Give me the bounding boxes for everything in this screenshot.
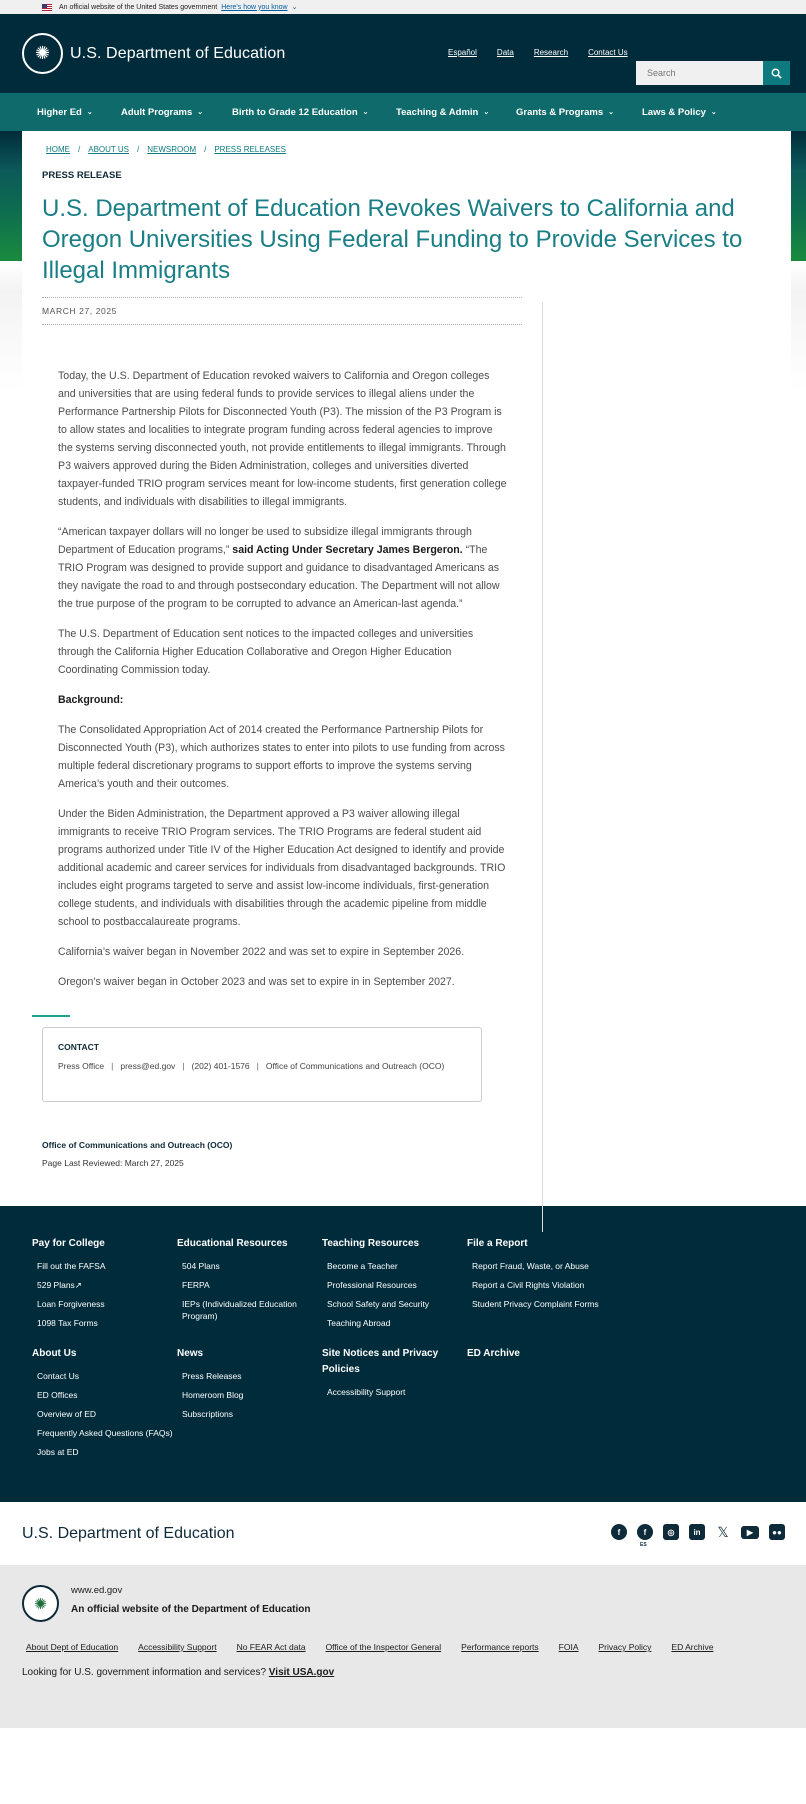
- footer-link[interactable]: Overview of ED: [37, 1409, 97, 1419]
- footer-link[interactable]: FERPA: [182, 1280, 210, 1290]
- paragraph: Today, the U.S. Department of Education revoked waivers to California and Oregon colleges and universities that are using federal funds to provide services to illegal aliens under the Performance Partnership Pilots for Disconnected Youth (P3). The mission of the P3 Program is to allow states and localities to integrate program funding across federal agencies to improve the systems serving disconnected youth, not provide entitlements to illegal immigrants. Through P3 waivers approved during the Biden Administration, colleges and universities diverted taxpayer-funded TRIO program services meant for low-income students, first generation college students, and individuals with disabilities to illegal immigrants.: [58, 370, 507, 508]
- footer-site-name[interactable]: U.S. Department of Education: [22, 1524, 235, 1542]
- instagram-icon[interactable]: ◎: [663, 1524, 679, 1540]
- util-link-espanol[interactable]: Español: [448, 48, 477, 57]
- nav-teaching-admin[interactable]: Teaching & Admin ⌄: [396, 106, 490, 118]
- contact-organization: Office of Communications and Outreach (OCO): [265, 1061, 445, 1071]
- paragraph: The U.S. Department of Education sent notices to the impacted colleges and universities through the California Higher Education Collaborative and Oregon Higher Education Coordinating Commission today.: [58, 628, 474, 676]
- footer-column: [322, 1236, 467, 1336]
- article-card: [22, 131, 791, 1192]
- footer-heading[interactable]: Site Notices and Privacy Policies: [322, 1348, 439, 1375]
- paragraph: Oregon’s waiver began in October 2023 and was set to expire in in September 2027.: [58, 976, 455, 988]
- paragraph: Under the Biden Administration, the Department approved a P3 waiver allowing illegal immigrants to receive TRIO Program services. The TRIO Programs are federal student aid programs authorized under Title IV of the Higher Education Act designed to identify and provide additional academic and career services for individuals from disadvantaged backgrounds. TRIO includes eight programs targeted to serve and assist low-income individuals, first-generation college students, and individuals with disabilities through the academic pipeline from middle school to postbaccalaureate programs.: [58, 808, 506, 928]
- contact-box: [42, 1027, 482, 1102]
- es-label: ES: [640, 1542, 647, 1548]
- footer-grid: [32, 1236, 806, 1465]
- footer-link[interactable]: Contact Us: [37, 1371, 80, 1381]
- facebook-es-icon[interactable]: f ES: [637, 1524, 653, 1540]
- footer-heading[interactable]: Teaching Resources: [322, 1238, 420, 1249]
- footer-link[interactable]: Loan Forgiveness: [37, 1299, 105, 1309]
- footer-link[interactable]: 529 Plans↗: [37, 1280, 82, 1290]
- page-last-reviewed: Page Last Reviewed: March 27, 2025: [42, 1158, 184, 1168]
- identifier-link[interactable]: No FEAR Act data: [236, 1642, 306, 1652]
- chevron-down-icon: ⌄: [710, 109, 717, 116]
- footer-link[interactable]: Become a Teacher: [327, 1261, 398, 1271]
- accent-divider: [32, 1015, 70, 1017]
- footer-link[interactable]: 504 Plans: [182, 1261, 220, 1271]
- main-content-area: [0, 131, 806, 1192]
- breadcrumb: HOME / ABOUT US / NEWSROOM / PRESS RELEASES: [46, 145, 286, 154]
- nav-laws-policy[interactable]: Laws & Policy ⌄: [642, 106, 717, 118]
- nav-higher-ed[interactable]: Higher Ed ⌄: [37, 106, 93, 118]
- search-icon: [771, 68, 782, 79]
- identifier-link[interactable]: Office of the Inspector General: [325, 1642, 442, 1652]
- identifier-link[interactable]: Accessibility Support: [138, 1642, 217, 1652]
- util-link-contact[interactable]: Contact Us: [588, 48, 628, 57]
- flickr-icon[interactable]: ●●: [769, 1524, 785, 1540]
- us-flag-icon: [42, 4, 52, 11]
- article-eyebrow: PRESS RELEASE: [42, 170, 122, 181]
- gov-banner-text: An official website of the United States government: [59, 3, 218, 11]
- identifier-link[interactable]: Performance reports: [461, 1642, 539, 1652]
- linkedin-icon[interactable]: in: [689, 1524, 705, 1540]
- footer-link[interactable]: Report Fraud, Waste, or Abuse: [472, 1261, 589, 1271]
- footer-link[interactable]: Teaching Abroad: [327, 1318, 391, 1328]
- paragraph: The Consolidated Appropriation Act of 2014 created the Performance Partnership Pilots for Disconnected Youth (P3), which authorizes states to enter into pilots to use funding from across multiple federal discretionary programs to support efforts to improve the systems serving America’s youth and their outcomes.: [58, 724, 505, 790]
- footer-link[interactable]: Fill out the FAFSA: [37, 1261, 106, 1271]
- social-links: [611, 1523, 785, 1548]
- search-button[interactable]: [763, 61, 790, 85]
- chevron-down-icon: ⌄: [197, 109, 204, 116]
- util-link-data[interactable]: Data: [496, 48, 514, 57]
- chevron-down-icon: ⌄: [483, 109, 490, 116]
- footer-column: [177, 1236, 322, 1336]
- footer-link[interactable]: Report a Civil Rights Violation: [472, 1280, 585, 1290]
- main-nav: [0, 93, 806, 131]
- footer-heading[interactable]: Pay for College: [32, 1238, 105, 1249]
- footer-link[interactable]: Press Releases: [182, 1371, 242, 1381]
- footer-link[interactable]: IEPs (Individualized Education Program): [182, 1299, 297, 1321]
- nav-birth-to-grade-12[interactable]: Birth to Grade 12 Education ⌄: [232, 106, 369, 118]
- utility-links: [448, 48, 628, 57]
- contact-phone[interactable]: (202) 401-1576: [191, 1061, 250, 1071]
- identifier-links: [22, 1642, 742, 1652]
- breadcrumb-home[interactable]: HOME: [46, 145, 70, 154]
- article-body: [58, 367, 508, 991]
- quote-paragraph: “American taxpayer dollars will no longer be used to subsidize illegal immigrants through Department of Education programs,” said Acting Under Secretary James Bergeron. “The TRIO Program was designed to provide support and guidance to disadvantaged Americans as they navigate the road to and through postsecondary education. The Department will not allow the true purpose of the program to be corrupted to advance an American-last agenda.”: [58, 526, 500, 610]
- footer-heading[interactable]: Educational Resources: [177, 1238, 288, 1249]
- x-icon[interactable]: 𝕏: [717, 1523, 729, 1540]
- footer-link[interactable]: ED Offices: [37, 1390, 78, 1400]
- footer-link[interactable]: Professional Resources: [327, 1280, 417, 1290]
- identifier-text: [71, 1585, 310, 1615]
- footer-column: [467, 1346, 612, 1465]
- identifier-link[interactable]: Privacy Policy: [598, 1642, 652, 1652]
- identifier-domain: www.ed.gov: [71, 1585, 123, 1596]
- contact-label: CONTACT: [58, 1042, 99, 1052]
- search-input[interactable]: [636, 61, 763, 85]
- identifier-link[interactable]: FOIA: [558, 1642, 579, 1652]
- nav-grants-programs[interactable]: Grants & Programs ⌄: [516, 106, 614, 118]
- footer-column: [322, 1346, 467, 1465]
- identifier-official: An official website of the Department of Education: [71, 1604, 311, 1615]
- identifier-link[interactable]: ED Archive: [671, 1642, 714, 1652]
- nav-adult-programs[interactable]: Adult Programs ⌄: [121, 106, 204, 118]
- footer-link[interactable]: School Safety and Security: [327, 1299, 430, 1309]
- chevron-down-icon: ⌄: [362, 109, 369, 116]
- footer-link[interactable]: Subscriptions: [182, 1409, 234, 1419]
- footer-column: [32, 1346, 177, 1465]
- facebook-icon[interactable]: f: [611, 1524, 627, 1540]
- site-title[interactable]: U.S. Department of Education: [70, 44, 286, 62]
- footer-heading[interactable]: File a Report: [467, 1238, 528, 1249]
- footer-link[interactable]: Student Privacy Complaint Forms: [472, 1299, 599, 1309]
- footer-link[interactable]: Accessibility Support: [327, 1387, 406, 1397]
- page-title: U.S. Department of Education Revokes Waivers to California and Oregon Universities Using Federal Funding to Provide Services to Illegal Immigrants: [42, 195, 743, 284]
- youtube-icon[interactable]: ▶: [741, 1526, 759, 1539]
- footer-heading[interactable]: About Us: [32, 1348, 77, 1359]
- footer-column: [177, 1346, 322, 1465]
- chevron-down-icon: ⌄: [608, 109, 614, 116]
- department-seal-icon[interactable]: ✺: [22, 33, 63, 74]
- paragraph: California’s waiver began in November 2022 and was set to expire in September 2026.: [58, 946, 465, 958]
- article-date: MARCH 27, 2025: [42, 297, 522, 325]
- util-link-research[interactable]: Research: [533, 48, 569, 57]
- sidebar-divider: [542, 302, 543, 1232]
- chevron-down-icon[interactable]: ⌄: [291, 4, 298, 11]
- search-form: [636, 61, 790, 85]
- breadcrumb-newsroom[interactable]: NEWSROOM: [147, 145, 197, 154]
- chevron-down-icon: ⌄: [86, 109, 93, 116]
- identifier-link[interactable]: About Dept of Education: [26, 1642, 119, 1652]
- contact-details: Press Office | press@ed.gov | (202) 401-1576 | Office of Communications and Outreach (OCO): [58, 1061, 445, 1071]
- social-bar: [0, 1502, 806, 1565]
- contact-office: Press Office: [58, 1061, 105, 1071]
- footer-column: [32, 1236, 177, 1336]
- footer-column: [467, 1236, 612, 1336]
- contact-email[interactable]: press@ed.gov: [120, 1061, 176, 1071]
- usa-gov-line: Looking for U.S. government information and services? Visit USA.gov: [22, 1667, 335, 1678]
- footer-link[interactable]: Jobs at ED: [37, 1447, 79, 1457]
- footer-link[interactable]: 1098 Tax Forms: [37, 1318, 98, 1328]
- usa-gov-link[interactable]: Visit USA.gov: [268, 1667, 335, 1678]
- how-you-know-link[interactable]: Here's how you know: [221, 3, 288, 11]
- background-heading: Background:: [58, 694, 124, 706]
- office-name: Office of Communications and Outreach (OCO): [42, 1140, 233, 1150]
- footer-link[interactable]: Frequently Asked Questions (FAQs): [37, 1428, 173, 1438]
- site-footer: [0, 1206, 806, 1502]
- department-seal-icon: ✺: [22, 1585, 59, 1622]
- footer-heading[interactable]: ED Archive: [467, 1348, 520, 1359]
- identifier-section: [0, 1565, 806, 1728]
- breadcrumb-press-releases[interactable]: PRESS RELEASES: [214, 145, 286, 154]
- quote-attribution: said Acting Under Secretary James Bergeron.: [232, 544, 463, 556]
- site-header: [0, 14, 806, 93]
- breadcrumb-about-us[interactable]: ABOUT US: [88, 145, 129, 154]
- gov-banner: [0, 0, 806, 14]
- footer-heading[interactable]: News: [177, 1348, 204, 1359]
- footer-link[interactable]: Homeroom Blog: [182, 1390, 244, 1400]
